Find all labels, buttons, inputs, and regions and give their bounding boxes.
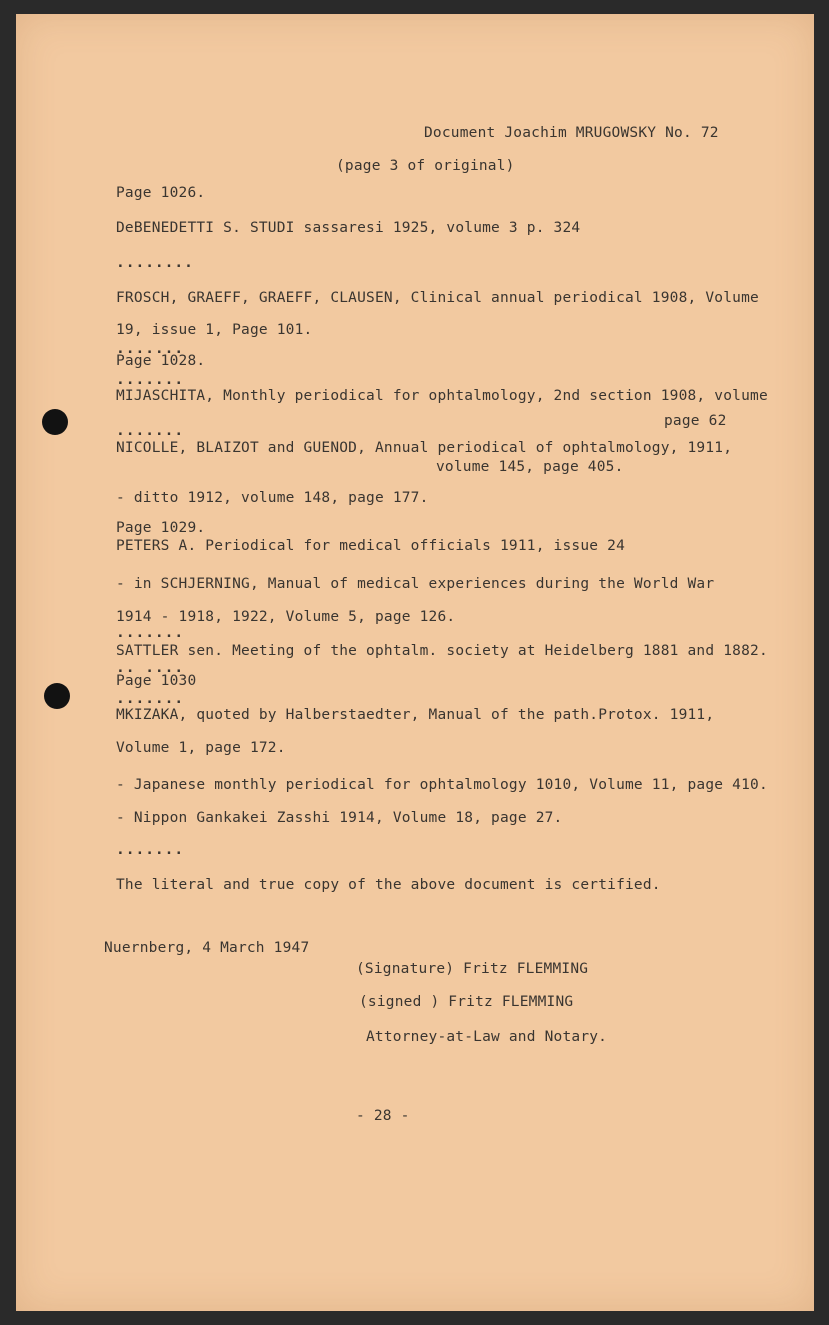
ellipsis-line: ....... — [116, 341, 185, 357]
ellipsis-line: ....... — [116, 625, 185, 641]
text-line: page 62 — [664, 413, 727, 429]
text-line: DeBENEDETTI S. STUDI sassaresi 1925, volume 3 p. 324 — [116, 220, 581, 236]
text-line: SATTLER sen. Meeting of the ophtalm. society at Heidelberg 1881 and 1882. — [116, 643, 768, 659]
punch-hole — [44, 683, 70, 709]
certification-statement: The literal and true copy of the above document is certified. — [116, 877, 661, 893]
text-line: NICOLLE, BLAIZOT and GUENOD, Annual periodical of ophtalmology, 1911, — [116, 440, 733, 456]
text-line: - Japanese monthly periodical for ophtalmology 1010, Volume 11, page 410. — [116, 777, 768, 793]
page-note: (page 3 of original) — [336, 158, 515, 174]
punch-hole — [42, 409, 68, 435]
ellipsis-line: .. .... — [116, 660, 185, 676]
text-line: Page 1026. — [116, 185, 206, 201]
text-line: PETERS A. Periodical for medical officials 1911, issue 24 — [116, 538, 625, 554]
text-line: Page 1028. — [116, 353, 206, 369]
signer-title: Attorney-at-Law and Notary. — [366, 1029, 608, 1045]
text-line: volume 145, page 405. — [436, 459, 624, 475]
ellipsis-line: ....... — [116, 691, 185, 707]
ellipsis-line: ........ — [116, 255, 194, 271]
text-line: MKIZAKA, quoted by Halberstaedter, Manual of the path.Protox. 1911, — [116, 707, 715, 723]
text-line: MIJASCHITA, Monthly periodical for ophtalmology, 2nd section 1908, volume — [116, 388, 768, 404]
text-line: - ditto 1912, volume 148, page 177. — [116, 490, 429, 506]
text-line: 1914 - 1918, 1922, Volume 5, page 126. — [116, 609, 456, 625]
document-reference: Document Joachim MRUGOWSKY No. 72 — [424, 125, 719, 141]
ellipsis-line: ....... — [116, 423, 185, 439]
text-line: FROSCH, GRAEFF, GRAEFF, CLAUSEN, Clinical annual periodical 1908, Volume — [116, 290, 759, 306]
text-line: 19, issue 1, Page 101. — [116, 322, 313, 338]
document-page — [16, 14, 814, 1311]
signature-line: (Signature) Fritz FLEMMING — [356, 961, 589, 977]
text-line: Page 1029. — [116, 520, 206, 536]
ellipsis-line: ....... — [116, 842, 185, 858]
signed-line: (signed ) Fritz FLEMMING — [359, 994, 574, 1010]
text-line: Page 1030 — [116, 673, 197, 689]
text-line: - in SCHJERNING, Manual of medical experiences during the World War — [116, 576, 715, 592]
ellipsis-line: ....... — [116, 372, 185, 388]
place-date: Nuernberg, 4 March 1947 — [104, 940, 310, 956]
text-line: - Nippon Gankakei Zasshi 1914, Volume 18, page 27. — [116, 810, 563, 826]
text-line: Volume 1, page 172. — [116, 740, 286, 756]
page-number: - 28 - — [356, 1108, 410, 1124]
